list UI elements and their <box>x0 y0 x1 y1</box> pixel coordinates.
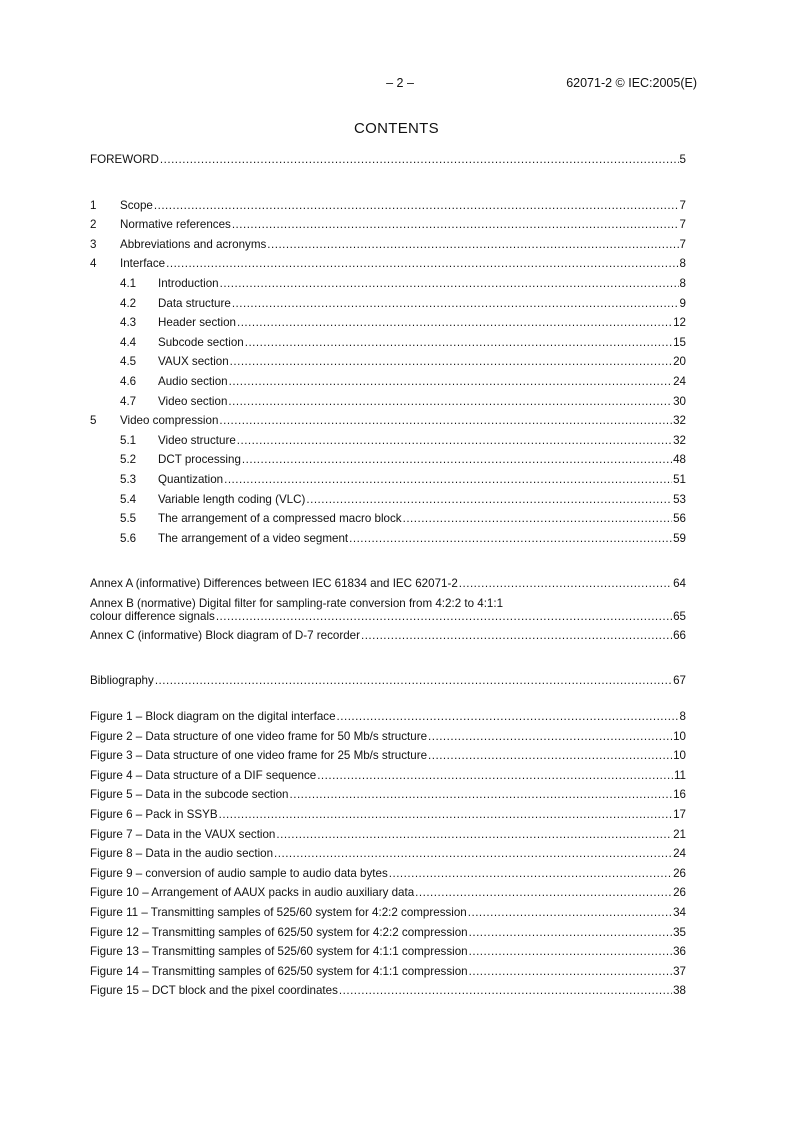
entry-page: 11 <box>673 768 686 782</box>
dot-leader <box>232 215 679 235</box>
dot-leader <box>469 942 672 962</box>
entry-page: 10 <box>673 749 686 763</box>
dot-leader <box>276 825 672 845</box>
toc-figure[interactable] <box>90 903 686 923</box>
toc-section[interactable] <box>90 411 686 431</box>
toc-bibliography[interactable] <box>90 671 686 691</box>
entry-title: Figure 3 – Data structure of one video frame for 25 Mb/s structure <box>90 749 428 763</box>
entry-number: 4.4 <box>120 335 137 349</box>
toc-section[interactable] <box>90 254 686 274</box>
entry-page: 37 <box>673 964 686 978</box>
dot-leader <box>337 707 679 727</box>
dot-leader <box>216 610 672 623</box>
entry-title: Bibliography <box>90 674 154 688</box>
entry-title: Introduction <box>158 276 219 290</box>
entry-number: 1 <box>90 198 97 212</box>
toc-figure[interactable] <box>90 864 686 884</box>
entry-title: Annex C (informative) Block diagram of D-7 recorder <box>90 628 360 642</box>
dot-leader <box>339 981 672 1001</box>
toc-figure[interactable] <box>90 844 686 864</box>
entry-page: 65 <box>673 609 686 623</box>
toc-section[interactable] <box>90 215 686 235</box>
dot-leader <box>237 313 672 333</box>
entry-title: Figure 6 – Pack in SSYB <box>90 808 218 822</box>
dot-leader <box>224 470 672 490</box>
entry-number: 5.4 <box>120 492 137 506</box>
entry-page: 24 <box>673 374 686 388</box>
entry-title: Figure 11 – Transmitting samples of 525/60 system for 4:2:2 compression <box>90 906 467 919</box>
entry-page: 21 <box>673 827 686 841</box>
entry-title: Figure 10 – Arrangement of AAUX packs in audio auxiliary data <box>90 886 415 900</box>
entry-number: 4 <box>90 257 97 271</box>
entry-page: 67 <box>673 674 686 688</box>
entry-number: 3 <box>90 237 97 251</box>
dot-leader <box>166 254 678 274</box>
entry-page: 64 <box>673 577 686 591</box>
entry-title: Figure 1 – Block diagram on the digital interface <box>90 710 336 724</box>
dot-leader <box>242 450 672 470</box>
entry-page: 48 <box>673 453 686 467</box>
entry-title: Figure 5 – Data in the subcode section <box>90 788 289 802</box>
entry-page: 26 <box>673 886 686 900</box>
page-number: – 2 – <box>386 76 414 90</box>
entry-title: Figure 8 – Data in the audio section <box>90 847 274 861</box>
entry-page: 8 <box>679 710 686 724</box>
dot-leader <box>403 509 673 529</box>
dot-leader <box>468 903 672 923</box>
entry-number: 4.5 <box>120 355 137 369</box>
entry-title-cont: colour difference signals <box>90 609 215 623</box>
entry-title: Figure 13 – Transmitting samples of 525/60 system for 4:1:1 compression <box>90 945 468 959</box>
toc-annex[interactable] <box>90 574 686 594</box>
toc-figure[interactable] <box>90 923 686 943</box>
entry-page: 66 <box>673 628 686 642</box>
entry-title: DCT processing <box>158 453 241 467</box>
entry-title: Figure 4 – Data structure of a DIF sequence <box>90 768 317 782</box>
toc-subsection[interactable] <box>90 450 686 470</box>
dot-leader <box>219 805 673 825</box>
entry-number: 5.1 <box>120 433 137 447</box>
entry-title: Annex B (normative) Digital filter for sampling-rate conversion from 4:2:2 to 4:1:1 <box>90 596 504 610</box>
dot-leader <box>428 727 672 747</box>
toc-section[interactable] <box>90 235 686 255</box>
entry-title: Video section <box>158 394 228 408</box>
dot-leader <box>228 392 672 412</box>
toc-subsection[interactable] <box>90 372 686 392</box>
toc-figure[interactable] <box>90 727 686 747</box>
toc-subsection[interactable] <box>90 509 686 529</box>
toc-subsection[interactable] <box>90 333 686 353</box>
entry-page: 7 <box>679 198 686 212</box>
toc-figure[interactable] <box>90 746 686 766</box>
dot-leader <box>245 333 672 353</box>
toc-figure[interactable] <box>90 766 686 786</box>
entry-number: 4.7 <box>120 394 137 408</box>
dot-leader <box>220 274 679 294</box>
entry-page: 59 <box>673 531 686 545</box>
entry-number: 5.3 <box>120 472 137 486</box>
entry-page: 56 <box>673 512 686 526</box>
entry-number: 4.2 <box>120 296 137 310</box>
entry-title: Video compression <box>120 414 219 428</box>
entry-page: 8 <box>679 276 686 290</box>
entry-page: 12 <box>673 316 686 330</box>
entry-page: 51 <box>673 472 686 486</box>
dot-leader <box>306 490 672 510</box>
entry-page: 30 <box>673 394 686 408</box>
entry-title: FOREWORD <box>90 153 159 166</box>
dot-leader <box>160 150 679 170</box>
entry-title: Abbreviations and acronyms <box>120 237 267 251</box>
dot-leader <box>361 626 672 646</box>
document-reference: 62071-2 © IEC:2005(E) <box>566 76 697 90</box>
entry-number: 5.6 <box>120 531 137 545</box>
dot-leader <box>349 529 672 549</box>
entry-page: 9 <box>679 296 686 310</box>
entry-number: 5 <box>90 414 97 428</box>
toc-figure[interactable] <box>90 707 686 727</box>
entry-page: 34 <box>673 906 686 919</box>
entry-page: 24 <box>673 847 686 861</box>
toc-subsection[interactable] <box>90 490 686 510</box>
entry-page: 5 <box>679 153 686 166</box>
entry-page: 7 <box>679 218 686 232</box>
entry-page: 20 <box>673 355 686 369</box>
entry-page: 8 <box>679 257 686 271</box>
entry-title: Interface <box>120 257 166 271</box>
dot-leader <box>469 962 672 982</box>
toc-foreword[interactable] <box>90 150 686 170</box>
toc-subsection[interactable] <box>90 274 686 294</box>
toc-figure[interactable] <box>90 785 686 805</box>
entry-title: Header section <box>158 316 236 330</box>
entry-page: 36 <box>673 945 686 959</box>
dot-leader <box>428 746 672 766</box>
entry-title: Scope <box>120 198 153 212</box>
entry-page: 17 <box>673 808 686 822</box>
entry-title: Figure 14 – Transmitting samples of 625/50 system for 4:1:1 compression <box>90 964 468 978</box>
entry-number: 2 <box>90 218 97 232</box>
entry-page: 15 <box>673 335 686 349</box>
entry-page: 16 <box>673 788 686 802</box>
dot-leader <box>155 671 672 691</box>
dot-leader <box>469 923 672 943</box>
entry-page: 35 <box>673 925 686 939</box>
contents-title: CONTENTS <box>354 120 439 137</box>
entry-title: Video structure <box>158 433 236 447</box>
entry-title: Normative references <box>120 218 231 232</box>
dot-leader <box>230 352 672 372</box>
dot-leader <box>389 864 672 884</box>
toc-subsection[interactable] <box>90 392 686 412</box>
toc-figure[interactable] <box>90 805 686 825</box>
toc-subsection[interactable] <box>90 529 686 549</box>
dot-leader <box>317 766 673 786</box>
entry-number: 4.6 <box>120 374 137 388</box>
entry-number: 5.5 <box>120 512 137 526</box>
toc-subsection[interactable] <box>90 294 686 314</box>
entry-title: Audio section <box>158 374 228 388</box>
toc-figure[interactable] <box>90 962 686 982</box>
entry-page: 32 <box>673 414 686 428</box>
toc-figure[interactable] <box>90 883 686 903</box>
dot-leader <box>290 785 673 805</box>
dot-leader <box>229 372 672 392</box>
entry-page: 10 <box>673 729 686 743</box>
toc-subsection[interactable] <box>90 431 686 451</box>
entry-number: 4.1 <box>120 276 137 290</box>
toc-annex[interactable] <box>90 594 686 626</box>
dot-leader <box>219 411 672 431</box>
entry-title: Variable length coding (VLC) <box>158 492 306 506</box>
entry-title: Figure 7 – Data in the VAUX section <box>90 827 276 841</box>
entry-title: Figure 2 – Data structure of one video frame for 50 Mb/s structure <box>90 729 428 743</box>
entry-number: 5.2 <box>120 453 137 467</box>
entry-title: Figure 12 – Transmitting samples of 625/50 system for 4:2:2 compression <box>90 925 468 939</box>
entry-page: 7 <box>679 237 686 251</box>
toc-annex[interactable] <box>90 626 686 646</box>
entry-title: The arrangement of a compressed macro block <box>158 512 402 526</box>
entry-title: Subcode section <box>158 335 244 349</box>
dot-leader <box>415 883 672 903</box>
entry-page: 38 <box>673 984 686 998</box>
table-of-contents <box>90 150 686 1001</box>
entry-title: Annex A (informative) Differences between IEC 61834 and IEC 62071-2 <box>90 577 458 591</box>
dot-leader <box>267 235 678 255</box>
entry-title: Figure 9 – conversion of audio sample to audio data bytes <box>90 866 388 880</box>
toc-subsection[interactable] <box>90 313 686 333</box>
dot-leader <box>459 574 672 594</box>
entry-page: 53 <box>673 492 686 506</box>
entry-title: VAUX section <box>158 355 229 369</box>
dot-leader <box>274 844 672 864</box>
toc-figure[interactable] <box>90 942 686 962</box>
entry-title: Figure 15 – DCT block and the pixel coordinates <box>90 984 338 998</box>
toc-section[interactable] <box>90 196 686 216</box>
toc-subsection[interactable] <box>90 352 686 372</box>
entry-number: 4.3 <box>120 316 137 330</box>
entry-page: 26 <box>673 866 686 880</box>
toc-figure[interactable] <box>90 825 686 845</box>
dot-leader <box>154 196 679 216</box>
entry-title: Quantization <box>158 472 224 486</box>
dot-leader <box>232 294 679 314</box>
toc-subsection[interactable] <box>90 470 686 490</box>
dot-leader <box>237 431 672 451</box>
entry-page: 32 <box>673 433 686 447</box>
entry-title: Data structure <box>158 296 231 310</box>
entry-title: The arrangement of a video segment <box>158 531 349 545</box>
toc-figure[interactable] <box>90 981 686 1001</box>
